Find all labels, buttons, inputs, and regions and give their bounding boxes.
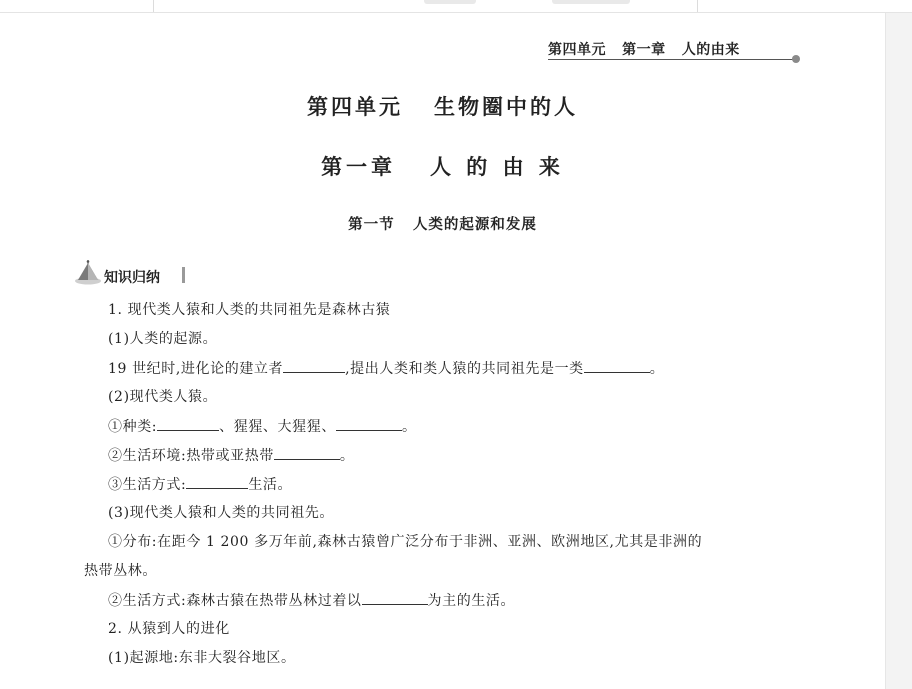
line-text: ②生活方式:森林古猿在热带丛林过着以	[108, 593, 362, 609]
line-text: 19 世纪时,进化论的建立者	[108, 361, 284, 377]
text-line	[108, 388, 217, 406]
answer-blank[interactable]	[274, 446, 340, 460]
text-line	[108, 504, 334, 522]
badge-label: 知识归纳	[104, 270, 160, 286]
text-line	[108, 417, 417, 436]
answer-blank[interactable]	[584, 359, 650, 373]
unit-title: 第四单元 生物圈中的人	[307, 94, 578, 119]
chapter-title: 第一章 人 的 由 来	[321, 154, 564, 179]
line-text: 。	[339, 448, 355, 464]
line-text: ①分布:在距今 1 200 多万年前,森林古猿曾广泛分布于非洲、亚洲、欧洲地区,尤其是非洲的	[108, 534, 703, 550]
document-page	[0, 13, 885, 689]
viewer-toolbar	[0, 0, 912, 13]
text-line	[84, 562, 157, 580]
line-text: ②生活环境:热带或亚热带	[108, 448, 274, 464]
line-text: 1. 现代类人猿和人类的共同祖先是森林古猿	[108, 302, 391, 318]
answer-blank[interactable]	[283, 359, 345, 373]
text-line	[108, 359, 664, 378]
text-line	[108, 475, 292, 494]
badge-bar	[182, 267, 185, 283]
answer-blank[interactable]	[336, 417, 402, 431]
line-text: (1)人类的起源。	[108, 331, 218, 347]
line-text: 热带丛林。	[84, 563, 157, 579]
line-text: ③生活方式:	[108, 477, 187, 493]
line-text: 2. 从猿到人的进化	[108, 621, 230, 637]
text-line	[108, 301, 390, 319]
line-text: 、猩猩、大猩猩、	[219, 419, 336, 435]
answer-blank[interactable]	[186, 475, 248, 489]
line-text: 。	[401, 419, 417, 435]
line-text: (1)起源地:东非大裂谷地区。	[108, 650, 296, 666]
line-text: (3)现代类人猿和人类的共同祖先。	[108, 505, 335, 521]
text-line	[108, 620, 230, 638]
line-text: 生活。	[248, 477, 293, 493]
toolbar-divider	[697, 0, 698, 12]
text-line	[108, 649, 296, 667]
running-header: 第四单元 第一章 人的由来	[548, 42, 740, 58]
text-line	[108, 533, 702, 551]
toolbar-tab[interactable]	[552, 0, 630, 4]
answer-blank[interactable]	[362, 591, 428, 605]
header-rule	[548, 59, 793, 60]
line-text: 。	[649, 361, 665, 377]
line-text: ①种类:	[108, 419, 158, 435]
toolbar-tab[interactable]	[424, 0, 476, 4]
line-text: (2)现代类人猿。	[108, 389, 218, 405]
pyramid-icon	[74, 260, 106, 286]
toolbar-divider	[153, 0, 154, 12]
section-title: 第一节 人类的起源和发展	[348, 217, 537, 233]
vertical-scrollbar[interactable]	[885, 13, 912, 689]
line-text: ,提出人类和类人猿的共同祖先是一类	[345, 361, 584, 377]
text-line	[108, 330, 217, 348]
text-line	[108, 446, 355, 465]
text-line	[108, 591, 515, 610]
header-dot	[792, 55, 800, 63]
answer-blank[interactable]	[157, 417, 219, 431]
line-text: 为主的生活。	[427, 593, 516, 609]
